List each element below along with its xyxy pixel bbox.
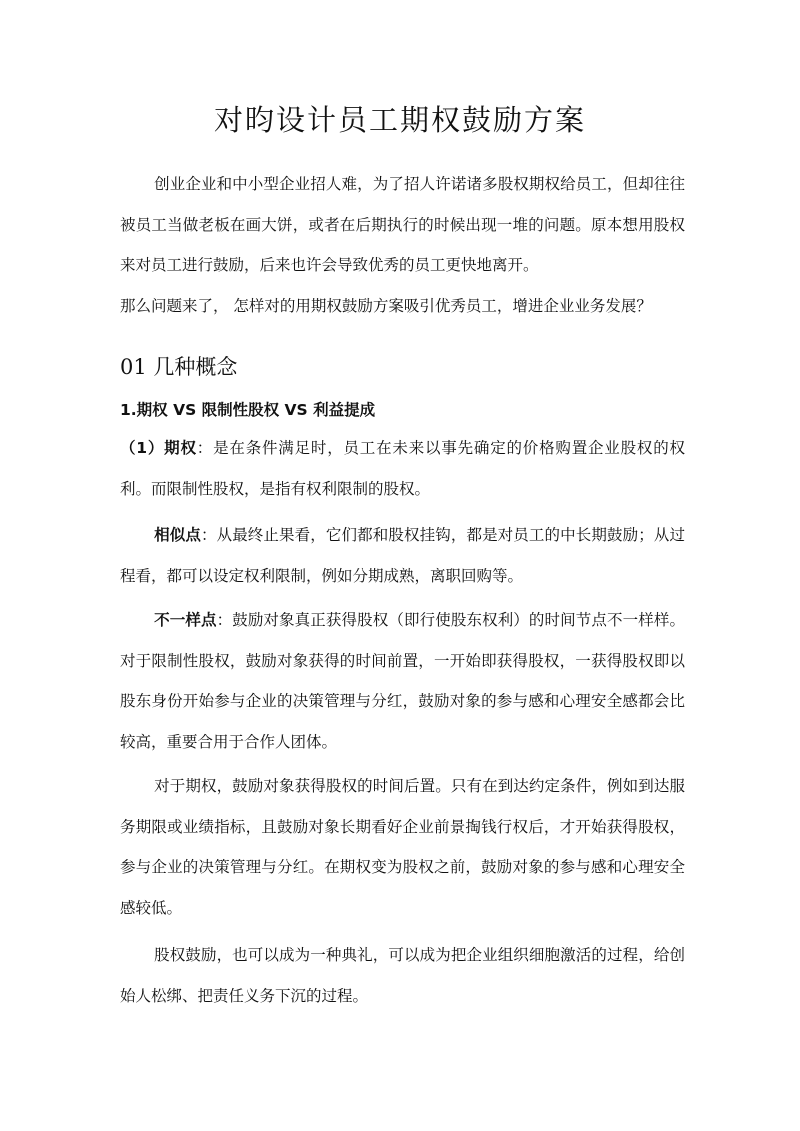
intro-paragraph-1: 创业企业和中小型企业招人难，为了招人许诺诸多股权期权给员工，但却往往被员工当做老板在画大饼，或者在后期执行的时候出现一堆的问题。原本想用股权来对员工进行鼓励，后来也许会导致优秀的员工更快地离开。 (120, 175, 685, 274)
similarity-paragraph (120, 515, 685, 596)
definition-text: ：是在条件满足时，员工在未来以事先确定的价格购置企业股权的权利。而限制性股权，是指有权利限制的股权。 (120, 439, 685, 498)
difference-text: ：鼓励对象真正获得股权（即行使股东权利）的时间节点不一样样。对于限制性股权，鼓励对象获得的时间前置，一开始即获得股权，一获得股权即以股东身份开始参与企业的决策管理与分红，鼓励对象的参与感和心理安全感都会比较高，重要合用于合作人团体。 (120, 611, 685, 751)
similarity-label: 相似点 (154, 526, 201, 544)
intro-paragraph-2: 那么问题来了， 怎样对的用期权鼓励方案吸引优秀员工，增进企业业务发展？ (120, 297, 652, 315)
closing-paragraph: 股权鼓励，也可以成为一种典礼，可以成为把企业组织细胞激活的过程，给创始人松绑、把责任义务下沉的过程。 (120, 946, 685, 1005)
difference-label: 不一样点 (154, 611, 217, 629)
document-title: 对昀设计员工期权鼓励方案 (213, 103, 586, 137)
section-heading: 01 几种概念 (120, 355, 238, 379)
definition-label: （1）期权 (120, 439, 197, 457)
similarity-text: ：从最终止果看，它们都和股权挂钩，都是对员工的中长期鼓励；从过程看，都可以设定权利限制，例如分期成熟，离职回购等。 (120, 526, 685, 585)
difference-paragraph (120, 600, 685, 762)
option-paragraph: 对于期权，鼓励对象获得股权的时间后置。只有在到达约定条件，例如到达服务期限或业绩指标，且鼓励对象长期看好企业前景掏钱行权后，才开始获得股权，参与企业的决策管理与分红。在期权变为股权之前，鼓励对象的参与感和心理安全感较低。 (120, 777, 685, 917)
definition-paragraph (120, 428, 685, 509)
subsection-heading: 1.期权 VS 限制性股权 VS 利益提成 (120, 401, 376, 419)
